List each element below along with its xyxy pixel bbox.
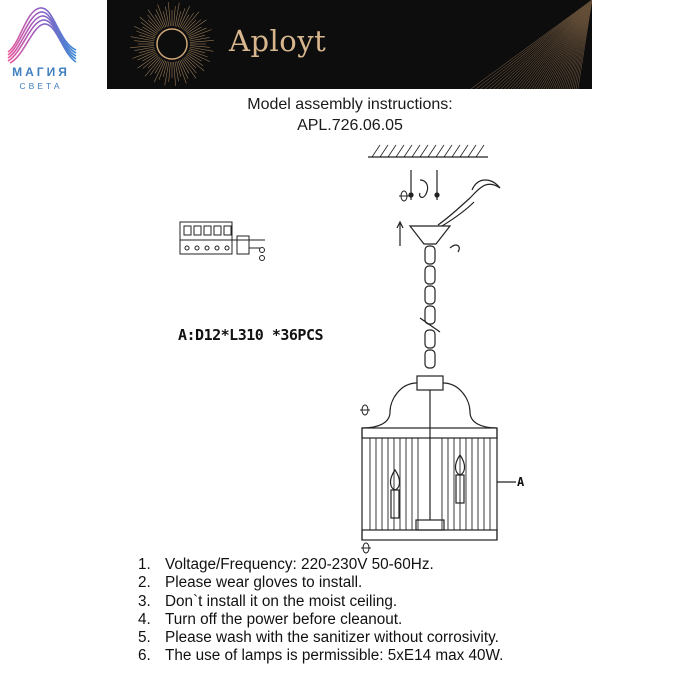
instruction-text: The use of lamps is permissible: 5xE14 max 40W.	[165, 647, 504, 665]
frame-arm-right	[443, 383, 497, 428]
instructions-list	[138, 556, 503, 666]
frame-top-cap	[417, 376, 443, 390]
part-a-marker: A	[517, 475, 525, 489]
instruction-item	[138, 593, 503, 611]
instruction-number: 2.	[138, 574, 151, 592]
logo-text-sveta: СВЕТА	[19, 81, 63, 91]
cage-bottom-ring	[362, 530, 497, 540]
terminal-block-diagram	[180, 222, 265, 261]
instruction-text: Voltage/Frequency: 220-230V 50-60Hz.	[165, 556, 434, 573]
supply-wires	[438, 180, 500, 225]
instruction-item	[138, 611, 503, 629]
instruction-number: 3.	[138, 592, 151, 610]
fastener-icons	[360, 191, 409, 553]
instruction-item	[138, 574, 503, 592]
candle-bulbs	[390, 455, 464, 518]
instruction-text: Please wear gloves to install.	[165, 574, 363, 592]
page-title: Model assembly instructions:	[247, 96, 453, 113]
chain	[420, 246, 440, 368]
instruction-item	[138, 556, 503, 574]
part-a-specification: A:D12*L310 *36PCS	[178, 326, 324, 344]
instruction-number: 4.	[138, 610, 151, 628]
instruction-text: Don`t install it on the moist ceiling.	[165, 592, 398, 610]
model-number: APL.726.06.05	[297, 117, 403, 134]
frame-arm-left	[362, 383, 417, 428]
ceiling-hatch	[372, 145, 484, 157]
instruction-text: Please wash with the sanitizer without corrosivity.	[165, 629, 499, 647]
mounting-screws	[409, 170, 439, 200]
instruction-number: 5.	[138, 629, 151, 647]
instruction-number: 6.	[138, 647, 151, 665]
instruction-item	[138, 647, 503, 665]
frame-bottom-hub	[416, 520, 444, 530]
logo-text-magiya: МАГИЯ	[12, 65, 70, 79]
instruction-item	[138, 629, 503, 647]
instruction-number: 1.	[138, 556, 151, 573]
canopy	[410, 226, 450, 244]
brand-name: Aployt	[229, 24, 327, 58]
instruction-text: Turn off the power before cleanout.	[165, 610, 403, 628]
